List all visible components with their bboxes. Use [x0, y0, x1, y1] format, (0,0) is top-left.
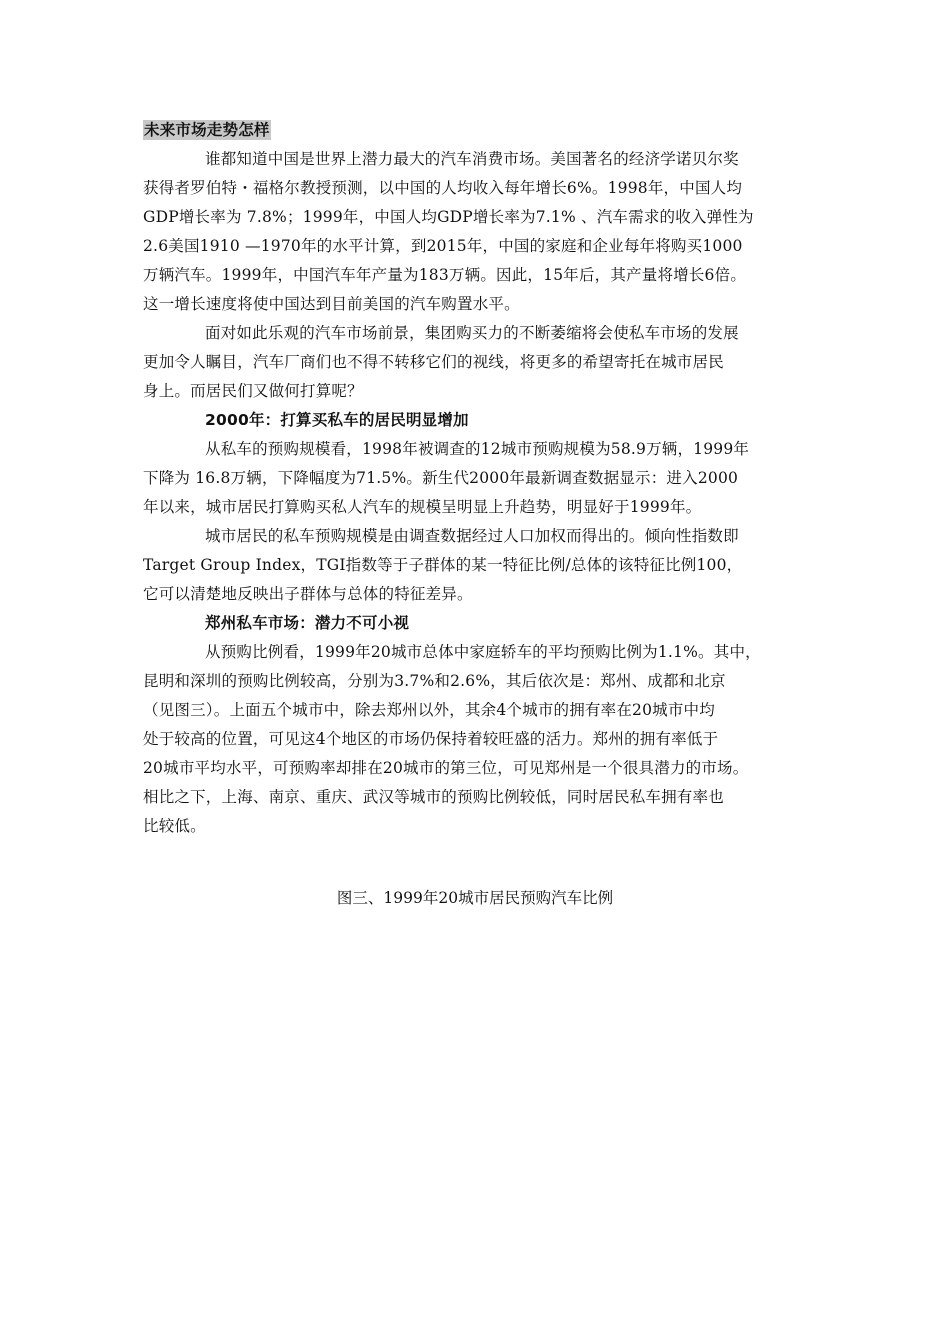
- text-line: 下降为 16.8万辆，下降幅度为71.5%。新生代2000年最新调查数据显示：进入2000: [143, 469, 739, 487]
- text-line: 它可以清楚地反映出子群体与总体的特征差异。: [143, 585, 473, 603]
- paragraph-purchase-ratio: [143, 638, 813, 841]
- text-line: 相比之下，上海、南京、重庆、武汉等城市的预购比例较低，同时居民私车拥有率也: [143, 788, 724, 806]
- text-line: 处于较高的位置，可见这4个地区的市场仍保持着较旺盛的活力。郑州的拥有率低于: [143, 730, 719, 748]
- text-line: （见图三）。上面五个城市中，除去郑州以外，其余4个城市的拥有率在20城市中均: [143, 701, 715, 719]
- text-line: 面对如此乐观的汽车市场前景，集团购买力的不断萎缩将会使私车市场的发展: [205, 324, 739, 342]
- text-line: 这一增长速度将使中国达到目前美国的汽车购置水平。: [143, 295, 520, 313]
- section-title: 未来市场走势怎样: [144, 121, 270, 139]
- text-line: GDP增长率为 7.8%；1999年，中国人均GDP增长率为7.1% 、汽车需求的收入弹性为: [143, 208, 754, 226]
- paragraph-purchase-scale: [143, 435, 813, 522]
- paragraph-tgi-index: [143, 522, 813, 609]
- text-line: Target Group Index，TGI指数等于子群体的某一特征比例/总体的该特征比例100，: [143, 556, 743, 574]
- text-line: 更加令人瞩目，汽车厂商们也不得不转移它们的视线，将更多的希望寄托在城市居民: [143, 353, 724, 371]
- text-line: 身上。而居民们又做何打算呢？: [143, 382, 363, 400]
- text-line: 城市居民的私车预购规模是由调查数据经过人口加权而得出的。倾向性指数即: [205, 527, 739, 545]
- paragraph-market-outlook: [143, 319, 813, 406]
- text-line: 从私车的预购规模看，1998年被调查的12城市预购规模为58.9万辆，1999年: [205, 440, 750, 458]
- text-line: 获得者罗伯特・福格尔教授预测，以中国的人均收入每年增长6%。1998年，中国人均: [143, 179, 743, 197]
- subheading-2000: 2000年：打算买私车的居民明显增加: [205, 411, 469, 429]
- text-line: 昆明和深圳的预购比例较高，分别为3.7%和2.6%，其后依次是：郑州、成都和北京: [143, 672, 726, 690]
- text-line: 20城市平均水平，可预购率却排在20城市的第三位，可见郑州是一个很具潜力的市场。: [143, 759, 749, 777]
- text-line: 年以来，城市居民打算购买私人汽车的规模呈明显上升趋势，明显好于1999年。: [143, 498, 702, 516]
- section-heading-row: [143, 116, 813, 145]
- subheading-zhengzhou: 郑州私车市场：潜力不可小视: [205, 614, 410, 632]
- text-line: 谁都知道中国是世界上潜力最大的汽车消费市场。美国著名的经济学诺贝尔奖: [205, 150, 739, 168]
- text-line: 2.6美国1910 —1970年的水平计算，到2015年，中国的家庭和企业每年将购买1000: [143, 237, 743, 255]
- text-line: 比较低。: [143, 817, 206, 835]
- figure-caption: 图三、1999年20城市居民预购汽车比例: [336, 889, 614, 907]
- text-line: 万辆汽车。1999年，中国汽车年产量为183万辆。因此，15年后，其产量将增长6倍。: [143, 266, 747, 284]
- text-line: 从预购比例看，1999年20城市总体中家庭轿车的平均预购比例为1.1%。其中，: [205, 643, 761, 661]
- document-body: [143, 116, 813, 841]
- paragraph-china-market: [143, 145, 813, 319]
